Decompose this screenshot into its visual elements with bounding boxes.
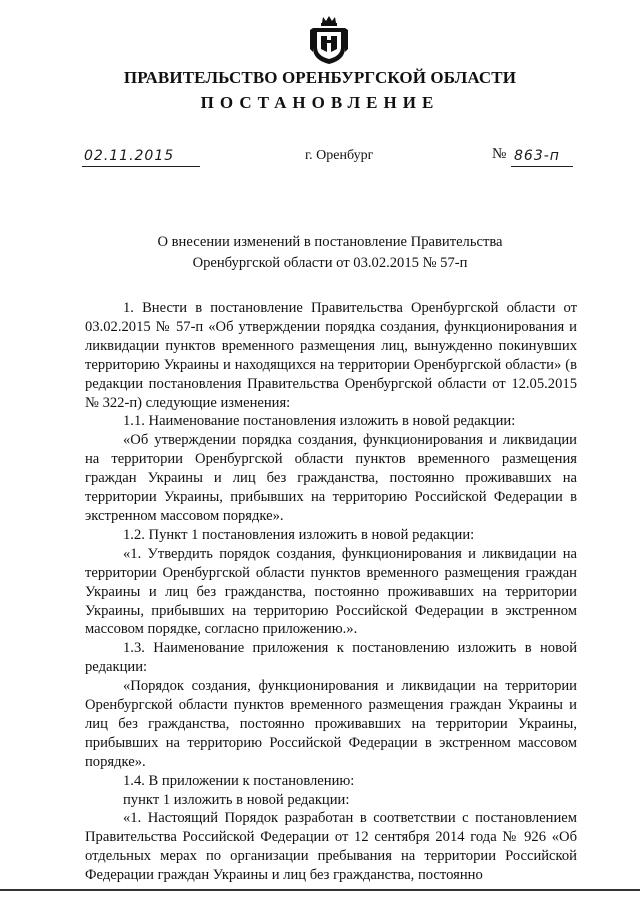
document-body [85, 299, 577, 885]
page-bottom-edge [0, 889, 640, 891]
document-subject [120, 232, 540, 274]
paragraph-quote-1: «Об утверждении порядка создания, функционирования и ликвидации на территории Оренбургской области пунктов временного размещения граждан Украины и лиц без гражданства, постоянно проживавших на территории Украины, прибывших на территорию Российской Федерации в экстренном массовом порядке». [85, 432, 577, 524]
number-label: № [492, 146, 507, 162]
number-field [511, 146, 573, 167]
paragraph-item-1: пункт 1 изложить в новой редакции: [123, 791, 350, 808]
subject-line-2: Оренбургской области от 03.02.2015 № 57-п [192, 255, 468, 271]
handwritten-date: 02.11.2015 [84, 148, 175, 164]
paragraph-1-2: 1.2. Пункт 1 постановления изложить в новой редакции: [123, 526, 475, 543]
paragraph-1-4: 1.4. В приложении к постановлению: [123, 772, 355, 789]
paragraph-quote-4: «1. Настоящий Порядок разработан в соответствии с постановлением Правительства Российской Федерации от 12 сентября 2014 года № 926 «Об отдельных мерах по организации пребывания на территории Российской Федерации граждан Украины и лиц без гражданства, постоянно [85, 810, 577, 884]
subject-line-1: О внесении изменений в постановление Правительства [157, 234, 503, 250]
paragraph-quote-3: «Порядок создания, функционирования и ликвидации на территории Оренбургской области пунктов временного размещения граждан Украины и лиц без гражданства, постоянно проживавших на территории Украины, прибывших на территорию Российской Федерации в экстренном массовом порядке». [85, 678, 577, 770]
city-label: г. Оренбург [305, 148, 374, 163]
handwritten-number: 863-п [514, 148, 560, 164]
coat-of-arms-icon [309, 14, 349, 66]
document-type-title: ПОСТАНОВЛЕНИЕ [200, 93, 440, 112]
paragraph-quote-2: «1. Утвердить порядок создания, функционирования и ликвидации на территории Оренбургской области пунктов временного размещения граждан Украины и лиц без гражданства, постоянно проживавших на территории Украины, прибывших на территорию Российской Федерации в экстренном массовом порядке, согласно приложению.». [85, 545, 577, 638]
paragraph-1-3: 1.3. Наименование приложения к постановлению изложить в новой редакции: [85, 640, 577, 676]
government-title: ПРАВИТЕЛЬСТВО ОРЕНБУРГСКОЙ ОБЛАСТИ [123, 68, 517, 87]
paragraph-1-1: 1.1. Наименование постановления изложить в новой редакции: [123, 413, 516, 430]
paragraph-1: 1. Внести в постановление Правительства Оренбургской области от 03.02.2015 № 57-п «Об утверждении порядка создания, функционирования и ликвидации пунктов временного размещения лиц, вынужденно покинувших территорию Украины и находящихся на территории Оренбургской области» (в редакции постановления Правительства Оренбургской области от 12.05.2015 № 322-п) следующие изменения: [85, 300, 577, 411]
date-field [82, 146, 200, 167]
